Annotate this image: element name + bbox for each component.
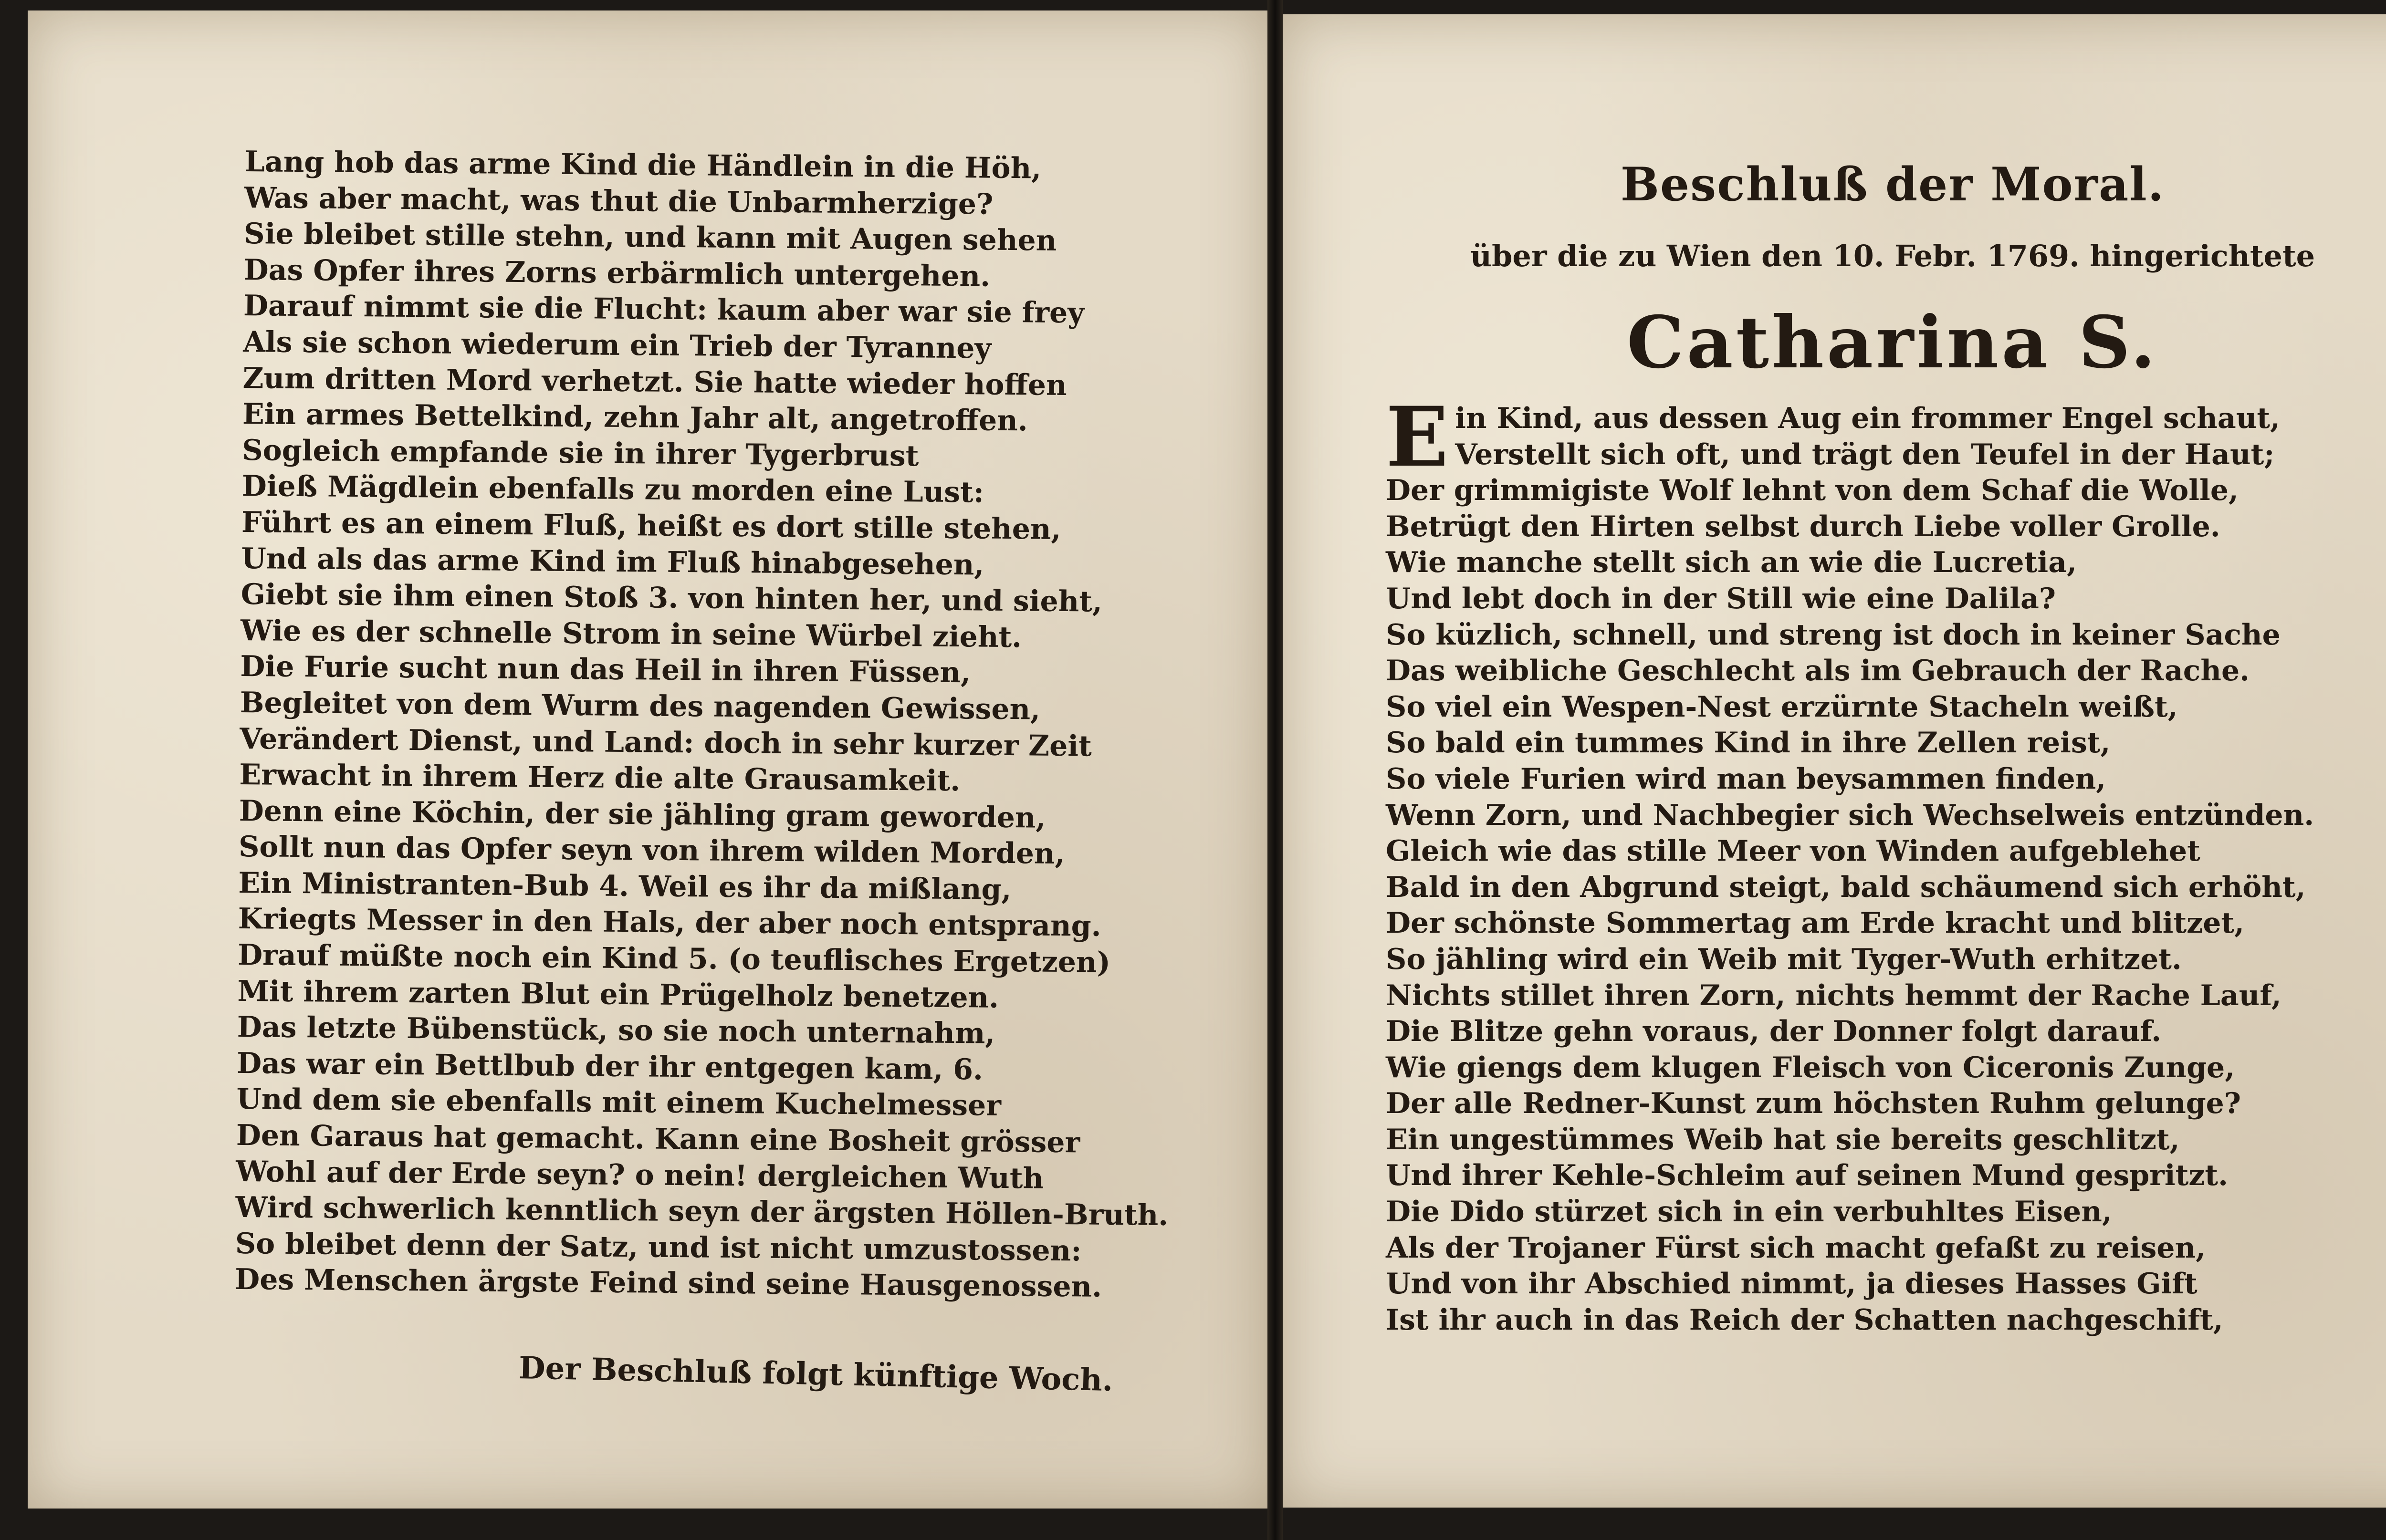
poem-line: Das weibliche Geschlecht als im Gebrauch der Rache. — [1386, 654, 2250, 688]
poem-line: Als der Trojaner Fürst sich macht gefaßt zu reisen, — [1386, 1231, 2206, 1265]
poem-line: Drauf müßte noch ein Kind 5. (o teuflisches Ergetzen) — [237, 938, 1111, 979]
poem-line: So viele Furien wird man beysammen finden, — [1386, 762, 2106, 796]
poem-line: Ist ihr auch in das Reich der Schatten nachgeschift, — [1386, 1303, 2223, 1337]
book-gutter — [1267, 0, 1283, 1540]
poem-line: Und von ihr Abschied nimmt, ja dieses Hasses Gift — [1386, 1267, 2198, 1301]
poem-line: Sogleich empfande sie in ihrer Tygerbrust — [242, 433, 919, 473]
poem-line: Und dem sie ebenfalls mit einem Kuchelmesser — [236, 1082, 1002, 1123]
poem-line: Was aber macht, was thut die Unbarmherzige? — [244, 181, 994, 221]
poem-line: Der grimmigiste Wolf lehnt von dem Schaf die Wolle, — [1386, 474, 2239, 508]
right-poem — [1386, 388, 2314, 1338]
poem-line: Die Dido stürzet sich in ein verbuhltes Eisen, — [1386, 1195, 2112, 1229]
poem-line: Darauf nimmt sie die Flucht: kaum aber war sie frey — [243, 289, 1085, 330]
page-subtitle: über die zu Wien den 10. Febr. 1769. hingerichtete — [1470, 239, 2315, 273]
poem-line: Verstellt sich oft, und trägt den Teufel in der Haut; — [1455, 437, 2275, 471]
heading-name: Catharina S. — [1627, 301, 2158, 385]
poem-line: So küzlich, schnell, und streng ist doch in keiner Sache — [1386, 618, 2281, 652]
right-page — [1283, 14, 2386, 1508]
poem-line: Ein ungestümmes Weib hat sie bereits geschlitzt, — [1386, 1123, 2180, 1156]
poem-line: Ein armes Bettelkind, zehn Jahr alt, angetroffen. — [242, 397, 1028, 438]
poem-line: Des Menschen ärgste Feind sind seine Hausgenossen. — [234, 1263, 1102, 1304]
poem-line: Wie es der schnelle Strom in seine Würbel zieht. — [240, 614, 1022, 654]
poem-line: Sie bleibet stille stehn, und kann mit Augen sehen — [244, 217, 1057, 258]
poem-line: Die Blitze gehn voraus, der Donner folgt darauf. — [1386, 1015, 2162, 1049]
poem-line: Denn eine Köchin, der sie jähling gram geworden, — [239, 794, 1046, 835]
poem-line: Und lebt doch in der Still wie eine Dalila? — [1386, 582, 2056, 615]
poem-line: Das letzte Bübenstück, so sie noch unternahm, — [237, 1010, 995, 1051]
left-page — [28, 10, 1267, 1509]
left-poem — [235, 144, 1178, 1306]
poem-line: Nichts stillet ihren Zorn, nichts hemmt der Rache Lauf, — [1386, 978, 2281, 1012]
poem-line: Giebt sie ihm einen Stoß 3. von hinten her, und sieht, — [241, 578, 1103, 619]
poem-line: Erwacht in ihrem Herz die alte Grausamkeit. — [239, 758, 961, 798]
poem-line: Mit ihrem zarten Blut ein Prügelholz benetzen. — [237, 974, 999, 1015]
poem-line: Wird schwerlich kenntlich seyn der ärgsten Höllen-Bruth. — [235, 1191, 1169, 1233]
poem-line: Betrügt den Hirten selbst durch Liebe voller Grolle. — [1386, 510, 2220, 543]
poem-line: in Kind, aus dessen Aug ein frommer Engel schaut, — [1455, 402, 2281, 435]
poem-line: So bleibet denn der Satz, und ist nicht umzustossen: — [235, 1227, 1082, 1268]
poem-line: Zum dritten Mord verhetzt. Sie hatte wieder hoffen — [242, 361, 1067, 402]
poem-line: Ein Ministranten-Bub 4. Weil es ihr da mißlang, — [238, 866, 1012, 906]
poem-line: Lang hob das arme Kind die Händlein in die Höh, — [244, 145, 1042, 186]
poem-line: Dieß Mägdlein ebenfalls zu morden eine Lust: — [241, 469, 984, 510]
poem-line: Bald in den Abgrund steigt, bald schäumend sich erhöht, — [1386, 870, 2306, 904]
poem-line: Das war ein Bettlbub der ihr entgegen kam, 6. — [236, 1046, 984, 1087]
poem-line: Führt es an einem Fluß, heißt es dort stille stehen, — [241, 505, 1061, 546]
drop-cap: E — [1386, 388, 1449, 485]
poem-line: Wohl auf der Erde seyn? o nein! dergleichen Wuth — [235, 1155, 1044, 1196]
poem-line: Und ihrer Kehle-Schleim auf seinen Mund gespritzt. — [1386, 1159, 2229, 1193]
poem-line: So jähling wird ein Weib mit Tyger-Wuth erhitzet. — [1386, 942, 2182, 976]
poem-line: Der alle Redner-Kunst zum höchsten Ruhm gelunge? — [1386, 1087, 2241, 1121]
poem-line: Das Opfer ihres Zorns erbärmlich untergehen. — [243, 253, 991, 293]
poem-line: Wie manche stellt sich an wie die Lucretia, — [1386, 546, 2077, 580]
poem-line: Begleitet von dem Wurm des nagenden Gewissen, — [240, 686, 1041, 727]
poem-line: Sollt nun das Opfer seyn von ihrem wilden Morden, — [238, 830, 1065, 871]
poem-line: Als sie schon wiederum ein Trieb der Tyranney — [243, 325, 992, 365]
poem-line: Wenn Zorn, und Nachbegier sich Wechselweis entzünden. — [1386, 798, 2314, 832]
page-title: Beschluß der Moral. — [1620, 157, 2165, 211]
poem-line: Die Furie sucht nun das Heil in ihren Füssen, — [240, 650, 971, 690]
continuation-note: Der Beschluß folgt künftige Woch. — [518, 1350, 1113, 1399]
poem-line: Den Garaus hat gemacht. Kann eine Bosheit grösser — [236, 1118, 1080, 1160]
poem-line: Kriegts Messer in den Hals, der aber noch entsprang. — [238, 902, 1101, 944]
poem-line: Wie giengs dem klugen Fleisch von Ciceronis Zunge, — [1386, 1051, 2235, 1084]
poem-line: So viel ein Wespen-Nest erzürnte Stacheln weißt, — [1386, 690, 2178, 724]
poem-line: So bald ein tummes Kind in ihre Zellen reist, — [1386, 726, 2111, 760]
poem-line: Verändert Dienst, und Land: doch in sehr kurzer Zeit — [239, 722, 1092, 763]
poem-line: Und als das arme Kind im Fluß hinabgesehen, — [241, 541, 984, 582]
poem-line: Der schönste Sommertag am Erde kracht und blitzet, — [1386, 906, 2245, 940]
poem-line: Gleich wie das stille Meer von Winden aufgeblehet — [1386, 834, 2200, 868]
